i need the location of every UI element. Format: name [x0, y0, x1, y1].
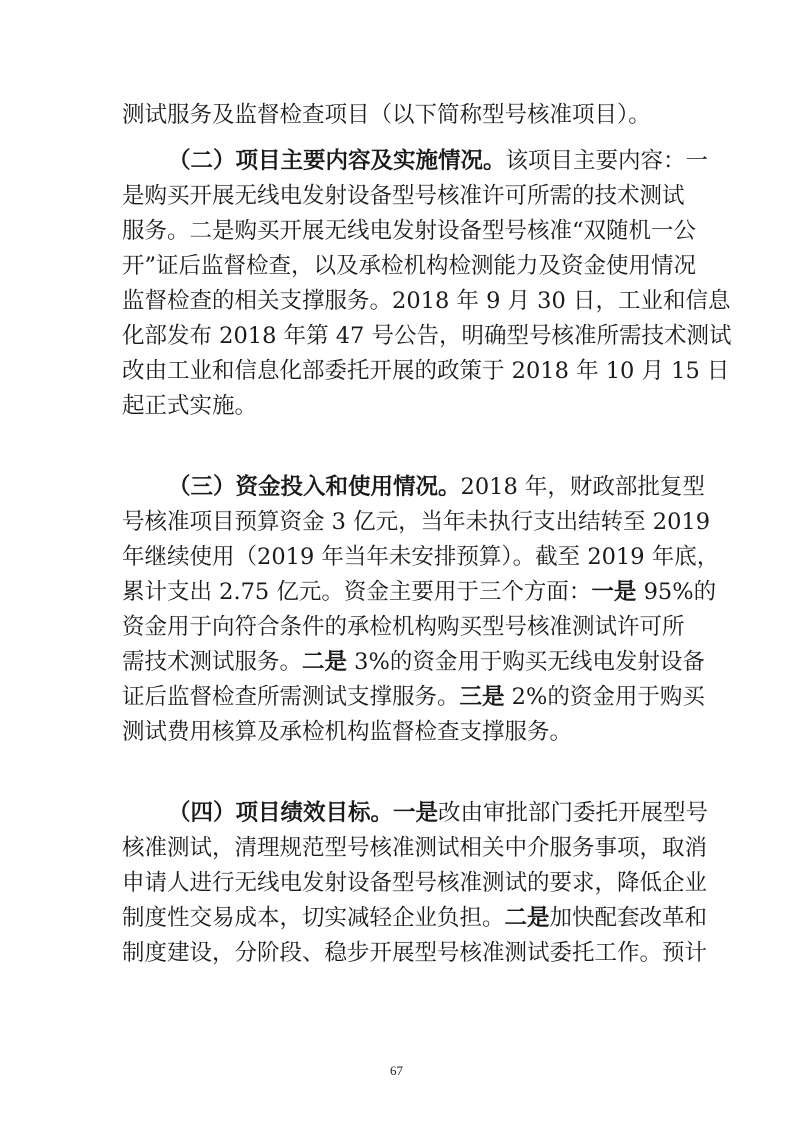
- bold-text-run: （四）项目绩效目标。: [168, 800, 394, 826]
- bold-text-run: 一是: [393, 800, 439, 826]
- text-run: 化部发布 2018 年第 47 号公告，明确型号核准所需技术测试: [122, 323, 732, 349]
- text-line: [122, 577, 717, 607]
- text-run: 起正式实施。: [122, 393, 258, 419]
- text-run: 申请人进行无线电发射设备型号核准测试的要求，降低企业: [122, 870, 708, 896]
- text-line: [122, 717, 670, 747]
- bold-text-run: 二是: [302, 649, 348, 675]
- bold-text-run: （二）项目主要内容及实施情况。: [168, 148, 506, 174]
- text-run: 2018 年，财政部批复型: [460, 474, 705, 500]
- text-run: 该项目主要内容：一: [505, 148, 709, 174]
- text-run: 服务。二是购买开展无线电发射设备型号核准“双随机一公: [122, 218, 697, 244]
- text-line: [168, 472, 705, 502]
- text-line: [122, 216, 697, 246]
- bold-text-run: 二是: [504, 905, 550, 931]
- text-run: 加快配套改革和: [549, 905, 708, 931]
- text-line: [122, 100, 670, 130]
- text-line: [122, 356, 730, 386]
- text-line: [168, 146, 709, 176]
- text-run: 监督检查的相关支撑服务。2018 年 9 月 30 日，工业和信息: [122, 288, 731, 314]
- text-run: 测试费用核算及承检机构监督检查支撑服务。: [122, 719, 573, 745]
- text-line: [122, 647, 705, 677]
- text-line: [122, 507, 711, 537]
- text-line: [122, 833, 708, 863]
- text-run: 制度建设，分阶段、稳步开展型号核准测试委托工作。预计: [122, 940, 708, 966]
- text-line: [122, 682, 705, 712]
- text-run: 95%的: [636, 579, 717, 605]
- text-run: 累计支出 2.75 亿元。资金主要用于三个方面：: [122, 579, 592, 605]
- text-run: 资金用于向符合条件的承检机构购买型号核准测试许可所: [122, 614, 685, 640]
- text-line: [122, 542, 720, 572]
- text-run: 年继续使用（2019 年当年未安排预算）。截至 2019 年底，: [122, 544, 720, 570]
- text-line: [122, 938, 708, 968]
- text-run: 开”证后监督检查，以及承检机构检测能力及资金使用情况: [122, 253, 697, 279]
- text-line: [168, 798, 709, 828]
- text-run: 测试服务及监督检查项目（以下简称型号核准项目）。: [122, 102, 651, 128]
- text-run: 改由审批部门委托开展型号: [438, 800, 709, 826]
- text-run: 是购买开展无线电发射设备型号核准许可所需的技术测试: [122, 183, 685, 209]
- text-line: [122, 286, 731, 316]
- bold-text-run: 三是: [459, 684, 505, 710]
- page-number: 67: [390, 1063, 403, 1078]
- text-line: [122, 181, 685, 211]
- text-run: 号核准项目预算资金 3 亿元，当年未执行支出结转至 2019: [122, 509, 711, 535]
- text-line: [122, 903, 708, 933]
- text-run: 核准测试，清理规范型号核准测试相关中介服务事项，取消: [122, 835, 708, 861]
- text-run: 需技术测试服务。: [122, 649, 303, 675]
- text-line: [122, 321, 732, 351]
- text-run: 3%的资金用于购买无线电发射设备: [347, 649, 705, 675]
- text-line: [122, 868, 708, 898]
- text-line: [122, 612, 685, 642]
- text-line: [122, 251, 697, 281]
- text-run: 改由工业和信息化部委托开展的政策于 2018 年 10 月 15 日: [122, 358, 730, 384]
- text-run: 2%的资金用于购买: [504, 684, 705, 710]
- text-run: 制度性交易成本，切实减轻企业负担。: [122, 905, 505, 931]
- text-run: 证后监督检查所需测试支撑服务。: [122, 684, 460, 710]
- bold-text-run: （三）资金投入和使用情况。: [168, 474, 461, 500]
- text-line: [122, 391, 670, 421]
- bold-text-run: 一是: [591, 579, 637, 605]
